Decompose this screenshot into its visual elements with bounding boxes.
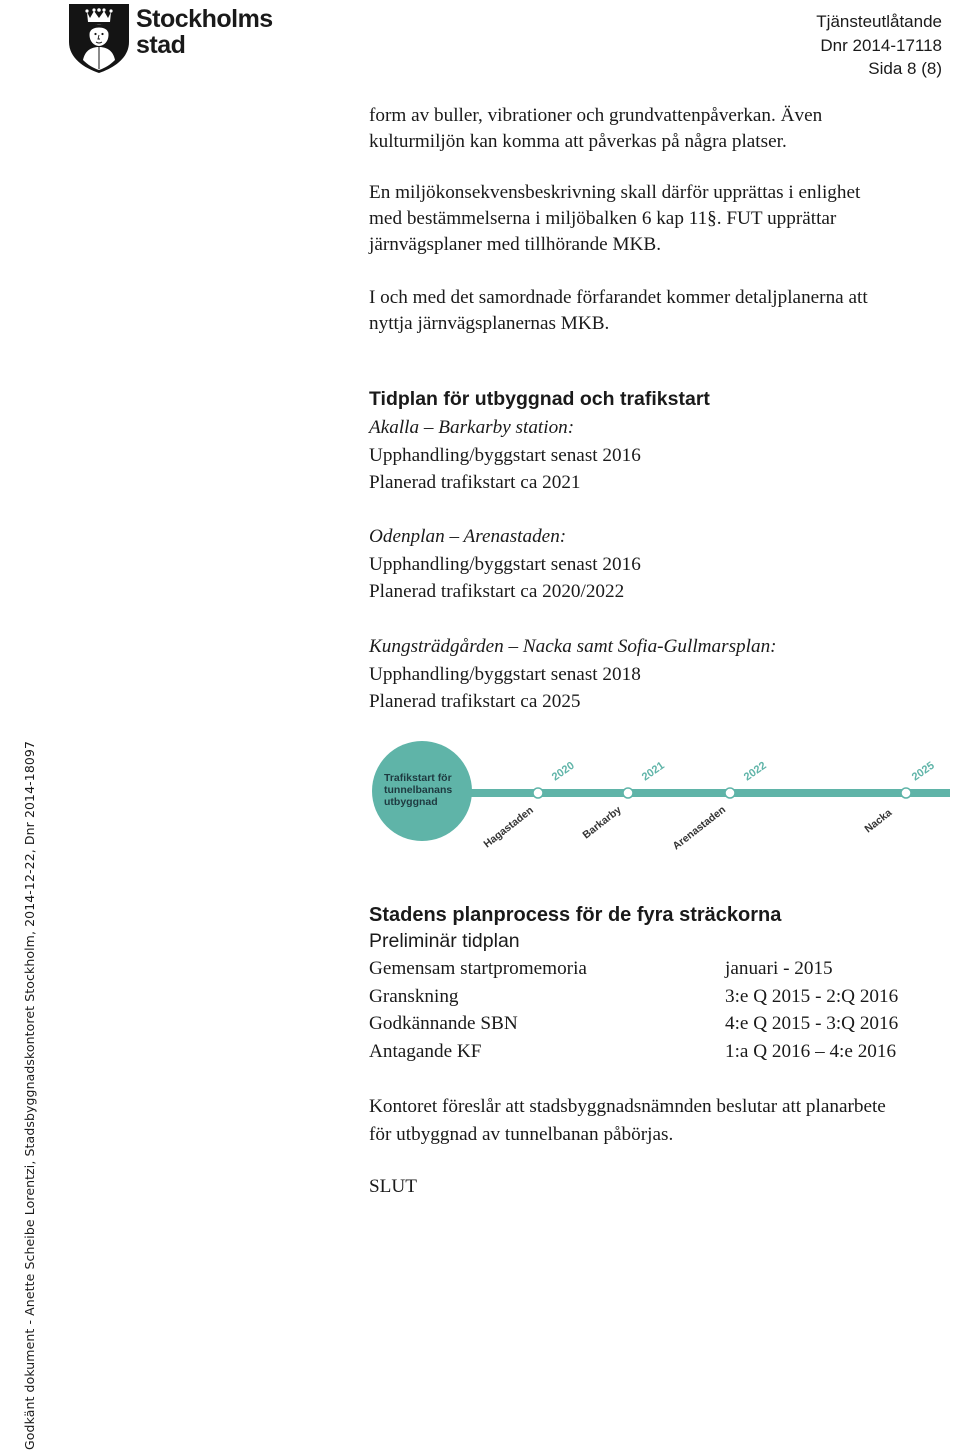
procurement-line: Upphandling/byggstart senast 2018 xyxy=(369,663,641,685)
year-label: 2021 xyxy=(639,759,667,784)
station-dot xyxy=(901,788,911,798)
tidplan-section-akalla xyxy=(369,414,641,497)
year-label: 2025 xyxy=(909,759,937,784)
paragraph-line: Kontoret föreslår att stadsbyggnadsnämnden beslutar att planarbete xyxy=(369,1096,886,1117)
stockholm-crest-logo xyxy=(68,2,130,74)
station-label: Arenastaden xyxy=(670,803,728,853)
circle-label-line: utbyggnad xyxy=(384,796,438,808)
year-label: 2022 xyxy=(741,759,769,784)
timeline-track xyxy=(450,789,950,797)
traffic-start-timeline xyxy=(360,735,960,860)
paragraph-line: järnvägsplaner med tillhörande MKB. xyxy=(369,234,662,255)
paragraph-line: En miljökonsekvensbeskrivning skall därför upprättas i enlighet xyxy=(369,182,861,203)
paragraph-coordination xyxy=(369,285,868,337)
year-label: 2020 xyxy=(549,759,577,784)
schedule-dates xyxy=(725,955,898,1065)
brand-name-line1: Stockholms xyxy=(136,5,273,33)
schedule-step: Godkännande SBN xyxy=(369,1013,518,1034)
paragraph-mkb xyxy=(369,180,860,258)
schedule-step: Granskning xyxy=(369,985,459,1007)
conclusion-paragraph xyxy=(369,1093,886,1148)
circle-label-line: tunnelbanans xyxy=(384,784,453,796)
route-name: Akalla – Barkarby station: xyxy=(369,417,575,438)
station-dot xyxy=(725,788,735,798)
paragraph-line: för utbyggnad av tunnelbanan påbörjas. xyxy=(369,1123,674,1145)
paragraph-line: kulturmiljön kan komma att påverkas på några platser. xyxy=(369,131,787,152)
traffic-start-line: Planerad trafikstart ca 2025 xyxy=(369,691,581,712)
station-dot xyxy=(623,788,633,798)
schedule-steps xyxy=(369,955,587,1065)
approval-side-text: Godkänt dokument - Anette Scheibe Lorentzi, Stadsbyggnadskontoret Stockholm, 2014-12-22, Dnr 2014-18097 xyxy=(22,740,37,1450)
paragraph-line: med bestämmelserna i miljöbalken 6 kap 11§. FUT upprättar xyxy=(369,208,837,229)
route-name: Odenplan – Arenastaden: xyxy=(369,526,567,547)
paragraph-line: form av buller, vibrationer och grundvattenpåverkan. Även xyxy=(369,105,823,126)
traffic-start-line: Planerad trafikstart ca 2020/2022 xyxy=(369,581,625,602)
schedule-step: Antagande KF xyxy=(369,1040,482,1062)
procurement-line: Upphandling/byggstart senast 2016 xyxy=(369,444,641,466)
station-label: Hagastaden xyxy=(481,804,536,851)
station-label: Nacka xyxy=(862,806,895,836)
paragraph-line: I och med det samordnade förfarandet kommer detaljplanerna att xyxy=(369,287,868,308)
document-type: Tjänsteutlåtande xyxy=(816,12,942,31)
page-number: Sida 8 (8) xyxy=(868,59,942,78)
schedule-date: 1:a Q 2016 – 4:e 2016 xyxy=(725,1040,897,1062)
schedule-date: 3:e Q 2015 - 2:Q 2016 xyxy=(725,985,899,1007)
tidplan-heading: Tidplan för utbyggnad och trafikstart xyxy=(369,388,710,410)
station-dot xyxy=(533,788,543,798)
schedule-date: januari - 2015 xyxy=(725,958,833,979)
paragraph-impact xyxy=(369,103,822,155)
procurement-line: Upphandling/byggstart senast 2016 xyxy=(369,553,641,575)
brand-name-line2: stad xyxy=(136,31,186,59)
tidplan-section-kungstradgarden xyxy=(369,633,777,716)
traffic-start-line: Planerad trafikstart ca 2021 xyxy=(369,472,581,493)
circle-label-line: Trafikstart för xyxy=(384,772,452,784)
document-number: Dnr 2014-17118 xyxy=(820,36,942,55)
schedule-step: Gemensam startpromemoria xyxy=(369,958,587,979)
route-name: Kungsträdgården – Nacka samt Sofia-Gullmarsplan: xyxy=(369,636,777,657)
tidplan-section-odenplan xyxy=(369,523,641,606)
planprocess-heading: Stadens planprocess för de fyra sträckorna xyxy=(369,904,782,926)
paragraph-line: nyttja järnvägsplanernas MKB. xyxy=(369,313,610,334)
planprocess-subheading: Preliminär tidplan xyxy=(369,930,520,952)
end-marker: SLUT xyxy=(369,1176,417,1197)
station-label: Barkarby xyxy=(580,803,624,842)
schedule-date: 4:e Q 2015 - 3:Q 2016 xyxy=(725,1013,899,1034)
